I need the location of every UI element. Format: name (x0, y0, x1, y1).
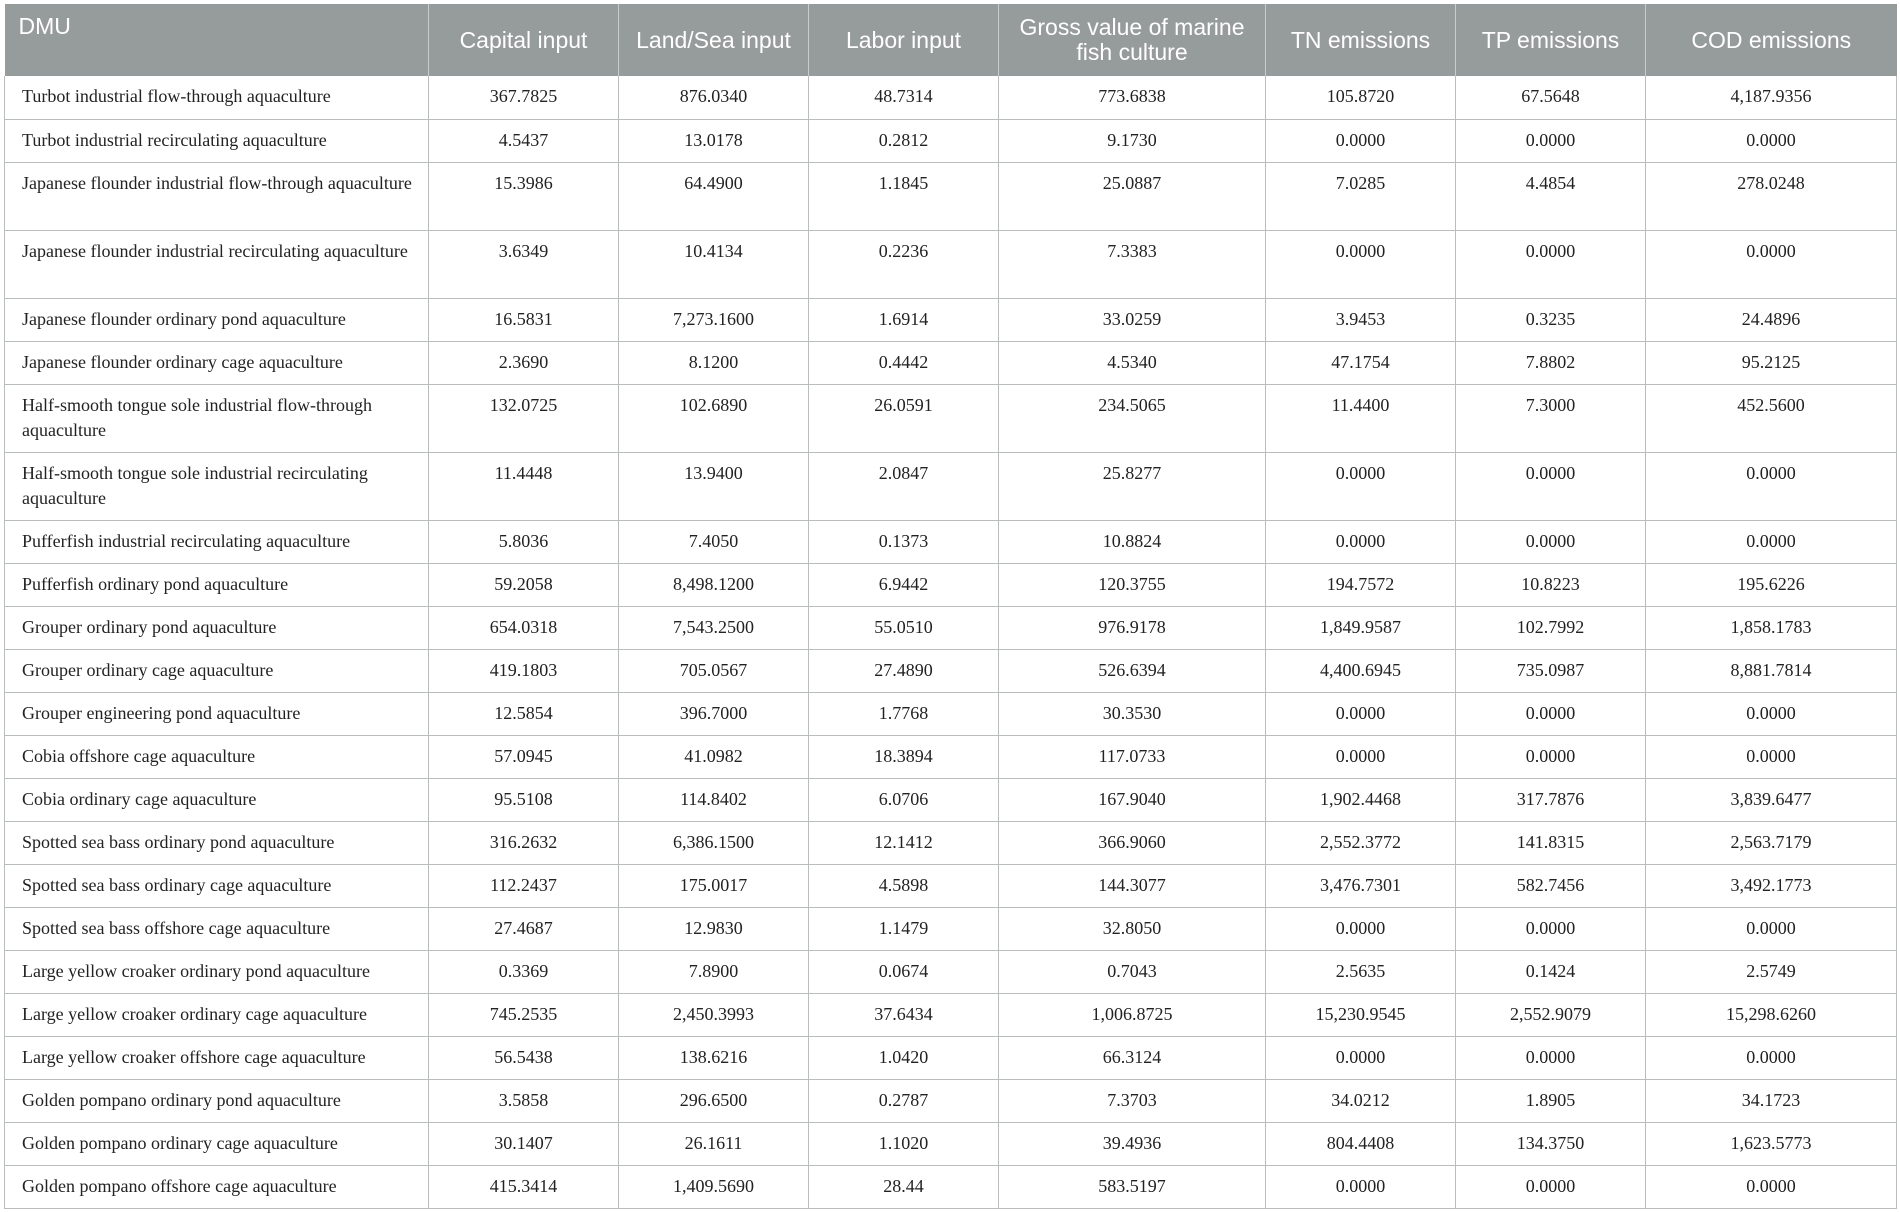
land-sea-input-cell: 102.6890 (619, 384, 809, 452)
tn-emissions-cell: 0.0000 (1266, 692, 1456, 735)
capital-input-cell: 15.3986 (429, 162, 619, 230)
dmu-cell: Half-smooth tongue sole industrial recirculating aquaculture (5, 452, 429, 520)
gross-value-cell: 25.0887 (999, 162, 1266, 230)
header-dmu: DMU (5, 4, 429, 76)
table-row (5, 563, 1897, 606)
labor-input-cell: 28.44 (809, 1165, 999, 1208)
tn-emissions-cell: 0.0000 (1266, 452, 1456, 520)
cod-emissions-cell: 34.1723 (1646, 1079, 1897, 1122)
tp-emissions-cell: 0.0000 (1456, 119, 1646, 162)
tn-emissions-cell: 47.1754 (1266, 341, 1456, 384)
labor-input-cell: 0.0674 (809, 950, 999, 993)
dmu-cell: Cobia ordinary cage aquaculture (5, 778, 429, 821)
capital-input-cell: 12.5854 (429, 692, 619, 735)
cod-emissions-cell: 1,623.5773 (1646, 1122, 1897, 1165)
cod-emissions-cell: 3,839.6477 (1646, 778, 1897, 821)
tp-emissions-cell: 0.0000 (1456, 692, 1646, 735)
cod-emissions-cell: 0.0000 (1646, 230, 1897, 298)
tp-emissions-cell: 134.3750 (1456, 1122, 1646, 1165)
dmu-cell: Pufferfish ordinary pond aquaculture (5, 563, 429, 606)
header-capital-input: Capital input (429, 4, 619, 76)
gross-value-cell: 526.6394 (999, 649, 1266, 692)
cod-emissions-cell: 195.6226 (1646, 563, 1897, 606)
land-sea-input-cell: 705.0567 (619, 649, 809, 692)
dmu-cell: Half-smooth tongue sole industrial flow-through aquaculture (5, 384, 429, 452)
gross-value-cell: 7.3703 (999, 1079, 1266, 1122)
cod-emissions-cell: 452.5600 (1646, 384, 1897, 452)
table-body (5, 76, 1897, 1208)
table-row (5, 341, 1897, 384)
gross-value-cell: 234.5065 (999, 384, 1266, 452)
table-row (5, 452, 1897, 520)
land-sea-input-cell: 138.6216 (619, 1036, 809, 1079)
labor-input-cell: 37.6434 (809, 993, 999, 1036)
dmu-cell: Large yellow croaker offshore cage aquaculture (5, 1036, 429, 1079)
land-sea-input-cell: 10.4134 (619, 230, 809, 298)
cod-emissions-cell: 0.0000 (1646, 452, 1897, 520)
land-sea-input-cell: 114.8402 (619, 778, 809, 821)
dmu-cell: Large yellow croaker ordinary cage aquaculture (5, 993, 429, 1036)
gross-value-cell: 4.5340 (999, 341, 1266, 384)
gross-value-cell: 167.9040 (999, 778, 1266, 821)
dmu-cell: Spotted sea bass offshore cage aquaculture (5, 907, 429, 950)
gross-value-cell: 976.9178 (999, 606, 1266, 649)
table-row (5, 1165, 1897, 1208)
cod-emissions-cell: 0.0000 (1646, 520, 1897, 563)
capital-input-cell: 16.5831 (429, 298, 619, 341)
tp-emissions-cell: 0.0000 (1456, 1165, 1646, 1208)
capital-input-cell: 5.8036 (429, 520, 619, 563)
capital-input-cell: 30.1407 (429, 1122, 619, 1165)
labor-input-cell: 6.9442 (809, 563, 999, 606)
gross-value-cell: 7.3383 (999, 230, 1266, 298)
table-row (5, 76, 1897, 119)
table-header (5, 4, 1897, 76)
tn-emissions-cell: 15,230.9545 (1266, 993, 1456, 1036)
dmu-cell: Golden pompano ordinary pond aquaculture (5, 1079, 429, 1122)
labor-input-cell: 6.0706 (809, 778, 999, 821)
gross-value-cell: 117.0733 (999, 735, 1266, 778)
dmu-cell: Japanese flounder industrial flow-through aquaculture (5, 162, 429, 230)
gross-value-cell: 366.9060 (999, 821, 1266, 864)
tn-emissions-cell: 105.8720 (1266, 76, 1456, 119)
cod-emissions-cell: 24.4896 (1646, 298, 1897, 341)
tp-emissions-cell: 582.7456 (1456, 864, 1646, 907)
cod-emissions-cell: 2,563.7179 (1646, 821, 1897, 864)
dmu-cell: Japanese flounder industrial recirculating aquaculture (5, 230, 429, 298)
table-row (5, 778, 1897, 821)
cod-emissions-cell: 8,881.7814 (1646, 649, 1897, 692)
dmu-cell: Cobia offshore cage aquaculture (5, 735, 429, 778)
land-sea-input-cell: 296.6500 (619, 1079, 809, 1122)
tn-emissions-cell: 0.0000 (1266, 735, 1456, 778)
labor-input-cell: 48.7314 (809, 76, 999, 119)
tn-emissions-cell: 0.0000 (1266, 520, 1456, 563)
tn-emissions-cell: 2,552.3772 (1266, 821, 1456, 864)
table-row (5, 993, 1897, 1036)
tp-emissions-cell: 0.0000 (1456, 520, 1646, 563)
capital-input-cell: 4.5437 (429, 119, 619, 162)
land-sea-input-cell: 396.7000 (619, 692, 809, 735)
table-row (5, 606, 1897, 649)
capital-input-cell: 27.4687 (429, 907, 619, 950)
capital-input-cell: 57.0945 (429, 735, 619, 778)
cod-emissions-cell: 278.0248 (1646, 162, 1897, 230)
gross-value-cell: 120.3755 (999, 563, 1266, 606)
land-sea-input-cell: 175.0017 (619, 864, 809, 907)
cod-emissions-cell: 95.2125 (1646, 341, 1897, 384)
tp-emissions-cell: 102.7992 (1456, 606, 1646, 649)
tn-emissions-cell: 0.0000 (1266, 230, 1456, 298)
gross-value-cell: 66.3124 (999, 1036, 1266, 1079)
capital-input-cell: 415.3414 (429, 1165, 619, 1208)
cod-emissions-cell: 0.0000 (1646, 692, 1897, 735)
gross-value-cell: 25.8277 (999, 452, 1266, 520)
labor-input-cell: 1.1020 (809, 1122, 999, 1165)
tn-emissions-cell: 11.4400 (1266, 384, 1456, 452)
tn-emissions-cell: 3,476.7301 (1266, 864, 1456, 907)
header-labor-input: Labor input (809, 4, 999, 76)
dmu-cell: Grouper ordinary pond aquaculture (5, 606, 429, 649)
dmu-cell: Japanese flounder ordinary cage aquaculture (5, 341, 429, 384)
labor-input-cell: 26.0591 (809, 384, 999, 452)
land-sea-input-cell: 2,450.3993 (619, 993, 809, 1036)
capital-input-cell: 316.2632 (429, 821, 619, 864)
capital-input-cell: 56.5438 (429, 1036, 619, 1079)
land-sea-input-cell: 7,273.1600 (619, 298, 809, 341)
land-sea-input-cell: 8,498.1200 (619, 563, 809, 606)
land-sea-input-cell: 13.9400 (619, 452, 809, 520)
data-table-container (4, 4, 1896, 1209)
tn-emissions-cell: 4,400.6945 (1266, 649, 1456, 692)
dmu-cell: Spotted sea bass ordinary pond aquaculture (5, 821, 429, 864)
gross-value-cell: 30.3530 (999, 692, 1266, 735)
table-row (5, 230, 1897, 298)
tp-emissions-cell: 10.8223 (1456, 563, 1646, 606)
gross-value-cell: 9.1730 (999, 119, 1266, 162)
gross-value-cell: 583.5197 (999, 1165, 1266, 1208)
labor-input-cell: 4.5898 (809, 864, 999, 907)
capital-input-cell: 2.3690 (429, 341, 619, 384)
header-gross-value: Gross value of marine fish culture (999, 4, 1266, 76)
header-land-sea-input: Land/Sea input (619, 4, 809, 76)
land-sea-input-cell: 13.0178 (619, 119, 809, 162)
tp-emissions-cell: 0.0000 (1456, 230, 1646, 298)
tn-emissions-cell: 2.5635 (1266, 950, 1456, 993)
table-row (5, 1122, 1897, 1165)
labor-input-cell: 55.0510 (809, 606, 999, 649)
capital-input-cell: 3.5858 (429, 1079, 619, 1122)
dmu-cell: Japanese flounder ordinary pond aquaculture (5, 298, 429, 341)
cod-emissions-cell: 4,187.9356 (1646, 76, 1897, 119)
dmu-data-table (4, 4, 1897, 1209)
land-sea-input-cell: 7,543.2500 (619, 606, 809, 649)
dmu-cell: Golden pompano ordinary cage aquaculture (5, 1122, 429, 1165)
tp-emissions-cell: 735.0987 (1456, 649, 1646, 692)
labor-input-cell: 27.4890 (809, 649, 999, 692)
labor-input-cell: 0.2236 (809, 230, 999, 298)
labor-input-cell: 1.0420 (809, 1036, 999, 1079)
capital-input-cell: 745.2535 (429, 993, 619, 1036)
capital-input-cell: 112.2437 (429, 864, 619, 907)
capital-input-cell: 132.0725 (429, 384, 619, 452)
cod-emissions-cell: 0.0000 (1646, 1165, 1897, 1208)
land-sea-input-cell: 7.4050 (619, 520, 809, 563)
gross-value-cell: 1,006.8725 (999, 993, 1266, 1036)
land-sea-input-cell: 41.0982 (619, 735, 809, 778)
capital-input-cell: 11.4448 (429, 452, 619, 520)
table-row (5, 162, 1897, 230)
tn-emissions-cell: 1,902.4468 (1266, 778, 1456, 821)
cod-emissions-cell: 15,298.6260 (1646, 993, 1897, 1036)
tp-emissions-cell: 0.1424 (1456, 950, 1646, 993)
table-row (5, 1036, 1897, 1079)
table-row (5, 298, 1897, 341)
land-sea-input-cell: 1,409.5690 (619, 1165, 809, 1208)
tp-emissions-cell: 4.4854 (1456, 162, 1646, 230)
tn-emissions-cell: 34.0212 (1266, 1079, 1456, 1122)
tp-emissions-cell: 67.5648 (1456, 76, 1646, 119)
cod-emissions-cell: 0.0000 (1646, 907, 1897, 950)
land-sea-input-cell: 8.1200 (619, 341, 809, 384)
tn-emissions-cell: 0.0000 (1266, 907, 1456, 950)
land-sea-input-cell: 64.4900 (619, 162, 809, 230)
table-row (5, 649, 1897, 692)
tp-emissions-cell: 0.0000 (1456, 735, 1646, 778)
capital-input-cell: 654.0318 (429, 606, 619, 649)
capital-input-cell: 419.1803 (429, 649, 619, 692)
header-tp-emissions: TP emissions (1456, 4, 1646, 76)
labor-input-cell: 1.1479 (809, 907, 999, 950)
cod-emissions-cell: 0.0000 (1646, 735, 1897, 778)
dmu-cell: Spotted sea bass ordinary cage aquaculture (5, 864, 429, 907)
land-sea-input-cell: 6,386.1500 (619, 821, 809, 864)
tn-emissions-cell: 804.4408 (1266, 1122, 1456, 1165)
gross-value-cell: 144.3077 (999, 864, 1266, 907)
gross-value-cell: 33.0259 (999, 298, 1266, 341)
table-row (5, 119, 1897, 162)
land-sea-input-cell: 876.0340 (619, 76, 809, 119)
tp-emissions-cell: 0.0000 (1456, 907, 1646, 950)
capital-input-cell: 95.5108 (429, 778, 619, 821)
capital-input-cell: 0.3369 (429, 950, 619, 993)
tn-emissions-cell: 0.0000 (1266, 1036, 1456, 1079)
land-sea-input-cell: 12.9830 (619, 907, 809, 950)
tp-emissions-cell: 0.3235 (1456, 298, 1646, 341)
dmu-cell: Large yellow croaker ordinary pond aquaculture (5, 950, 429, 993)
capital-input-cell: 59.2058 (429, 563, 619, 606)
tn-emissions-cell: 194.7572 (1266, 563, 1456, 606)
table-row (5, 735, 1897, 778)
cod-emissions-cell: 3,492.1773 (1646, 864, 1897, 907)
table-row (5, 692, 1897, 735)
gross-value-cell: 773.6838 (999, 76, 1266, 119)
tp-emissions-cell: 7.3000 (1456, 384, 1646, 452)
table-row (5, 821, 1897, 864)
tp-emissions-cell: 1.8905 (1456, 1079, 1646, 1122)
labor-input-cell: 18.3894 (809, 735, 999, 778)
land-sea-input-cell: 7.8900 (619, 950, 809, 993)
labor-input-cell: 12.1412 (809, 821, 999, 864)
tn-emissions-cell: 0.0000 (1266, 1165, 1456, 1208)
cod-emissions-cell: 0.0000 (1646, 119, 1897, 162)
labor-input-cell: 0.1373 (809, 520, 999, 563)
table-row (5, 1079, 1897, 1122)
gross-value-cell: 32.8050 (999, 907, 1266, 950)
cod-emissions-cell: 1,858.1783 (1646, 606, 1897, 649)
labor-input-cell: 1.6914 (809, 298, 999, 341)
dmu-cell: Turbot industrial recirculating aquaculture (5, 119, 429, 162)
labor-input-cell: 0.2812 (809, 119, 999, 162)
cod-emissions-cell: 2.5749 (1646, 950, 1897, 993)
dmu-cell: Pufferfish industrial recirculating aquaculture (5, 520, 429, 563)
tn-emissions-cell: 7.0285 (1266, 162, 1456, 230)
gross-value-cell: 0.7043 (999, 950, 1266, 993)
table-row (5, 907, 1897, 950)
tn-emissions-cell: 0.0000 (1266, 119, 1456, 162)
gross-value-cell: 39.4936 (999, 1122, 1266, 1165)
tp-emissions-cell: 317.7876 (1456, 778, 1646, 821)
labor-input-cell: 1.1845 (809, 162, 999, 230)
tp-emissions-cell: 7.8802 (1456, 341, 1646, 384)
table-row (5, 950, 1897, 993)
gross-value-cell: 10.8824 (999, 520, 1266, 563)
dmu-cell: Turbot industrial flow-through aquaculture (5, 76, 429, 119)
header-cod-emissions: COD emissions (1646, 4, 1897, 76)
labor-input-cell: 2.0847 (809, 452, 999, 520)
table-row (5, 520, 1897, 563)
tp-emissions-cell: 2,552.9079 (1456, 993, 1646, 1036)
dmu-cell: Grouper engineering pond aquaculture (5, 692, 429, 735)
dmu-cell: Golden pompano offshore cage aquaculture (5, 1165, 429, 1208)
tn-emissions-cell: 1,849.9587 (1266, 606, 1456, 649)
land-sea-input-cell: 26.1611 (619, 1122, 809, 1165)
dmu-cell: Grouper ordinary cage aquaculture (5, 649, 429, 692)
tp-emissions-cell: 0.0000 (1456, 1036, 1646, 1079)
capital-input-cell: 367.7825 (429, 76, 619, 119)
tp-emissions-cell: 0.0000 (1456, 452, 1646, 520)
labor-input-cell: 0.2787 (809, 1079, 999, 1122)
header-row (5, 4, 1897, 76)
capital-input-cell: 3.6349 (429, 230, 619, 298)
labor-input-cell: 1.7768 (809, 692, 999, 735)
tn-emissions-cell: 3.9453 (1266, 298, 1456, 341)
cod-emissions-cell: 0.0000 (1646, 1036, 1897, 1079)
table-row (5, 384, 1897, 452)
table-row (5, 864, 1897, 907)
tp-emissions-cell: 141.8315 (1456, 821, 1646, 864)
header-tn-emissions: TN emissions (1266, 4, 1456, 76)
labor-input-cell: 0.4442 (809, 341, 999, 384)
